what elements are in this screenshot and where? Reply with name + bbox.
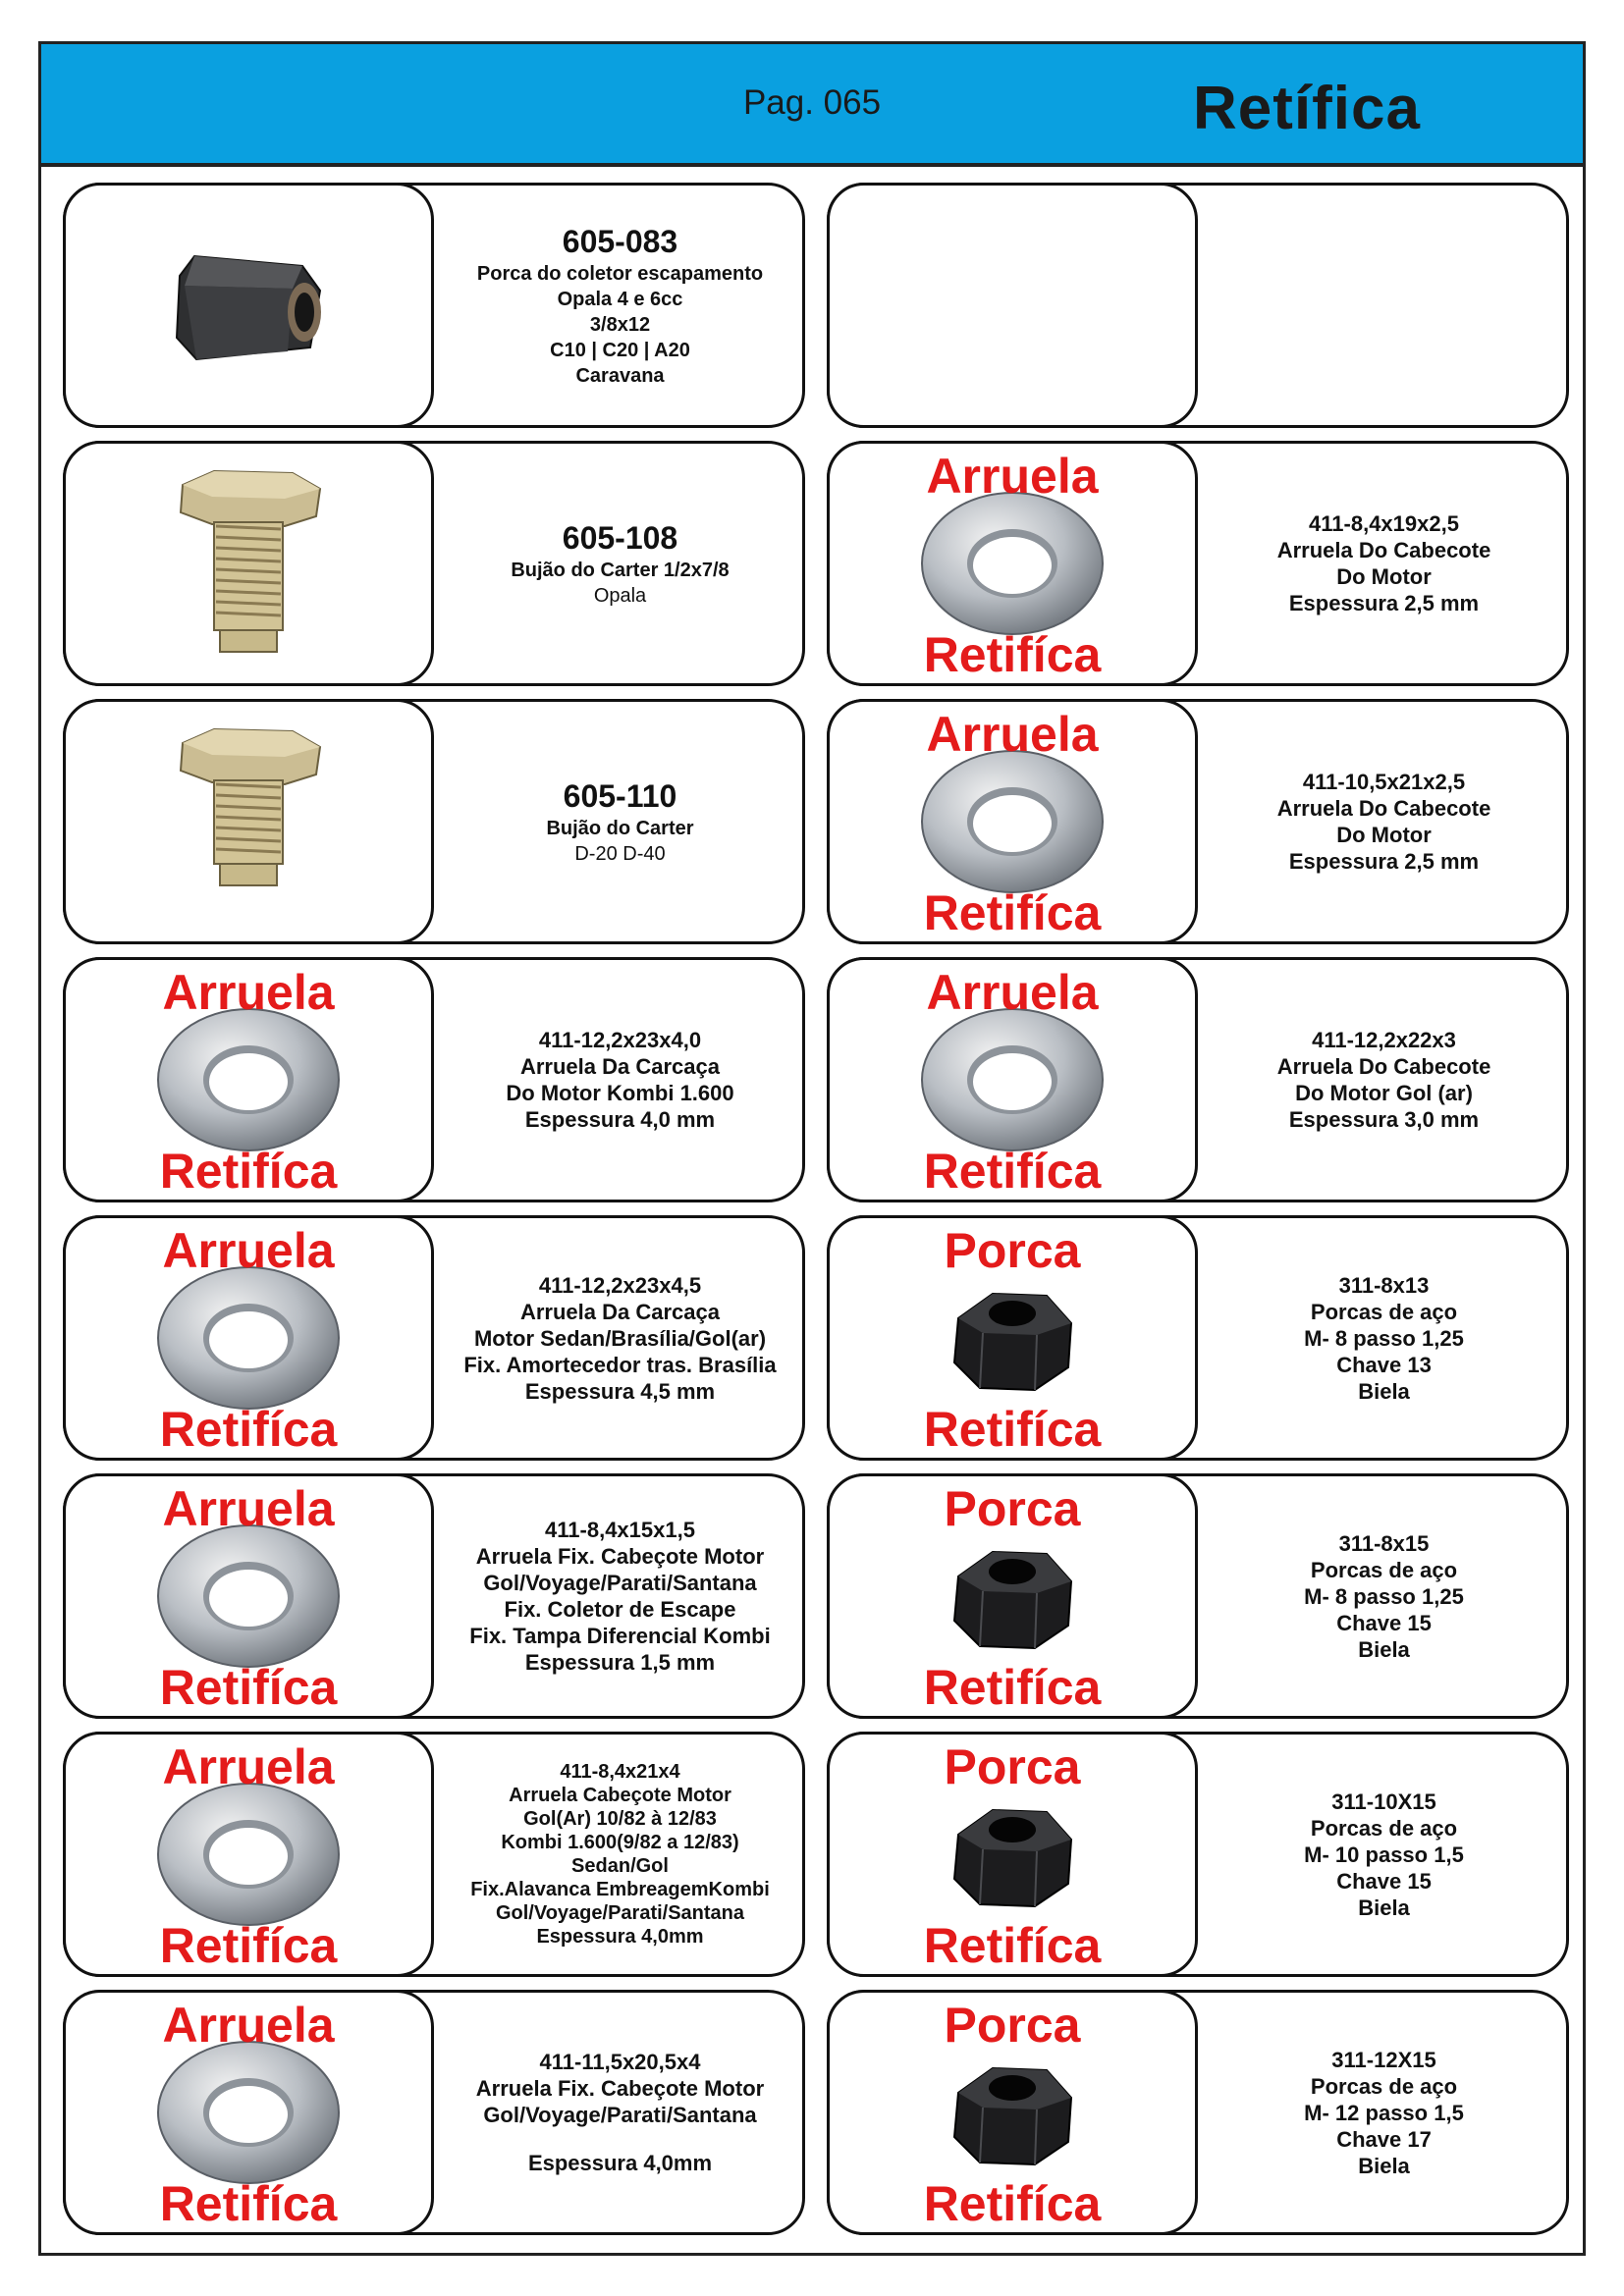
image-label-bottom: Retifíca xyxy=(923,2176,1102,2231)
product-card xyxy=(827,957,1569,1202)
product-card xyxy=(827,699,1569,944)
description-line: Do Motor Gol (ar) xyxy=(1295,1081,1473,1105)
description-line: M- 10 passo 1,5 xyxy=(1304,1842,1464,1867)
product-image-box xyxy=(63,183,434,428)
product-description xyxy=(435,444,805,683)
description-line: Chave 15 xyxy=(1336,1610,1432,1635)
product-code: 411-11,5x20,5x4 xyxy=(539,2050,701,2074)
product-image-box xyxy=(827,1990,1198,2235)
product-image-box xyxy=(63,441,434,686)
application-line: Opala xyxy=(593,585,647,607)
hex-nut-icon xyxy=(939,1790,1086,1923)
washer-icon xyxy=(150,1255,347,1426)
product-description xyxy=(435,702,805,941)
description-line: Gol/Voyage/Parati/Santana xyxy=(483,2103,757,2127)
product-card xyxy=(63,1732,805,1977)
product-image-box xyxy=(827,699,1198,944)
description-line: Biela xyxy=(1358,1378,1410,1404)
product-image-box xyxy=(827,183,1198,428)
product-code: 411-12,2x23x4,5 xyxy=(538,1272,702,1298)
description-line: Arruela Da Carcaça xyxy=(519,1054,720,1079)
product-image-box xyxy=(827,1473,1198,1719)
product-card xyxy=(827,1473,1569,1719)
coupling-nut-icon xyxy=(155,232,342,384)
description-line: Motor Sedan/Brasília/Gol(ar) xyxy=(473,1325,767,1351)
page-header xyxy=(38,41,1586,167)
product-image-box xyxy=(827,441,1198,686)
description-line: Chave 15 xyxy=(1336,1868,1432,1894)
product-card xyxy=(827,183,1569,428)
description-line: Sedan/Gol xyxy=(571,1855,669,1877)
washer-icon xyxy=(914,996,1110,1168)
description-line: Fix. Tampa Diferencial Kombi xyxy=(469,1624,771,1648)
product-code: 605-083 xyxy=(562,224,678,259)
product-image-box xyxy=(827,1215,1198,1461)
description-line: Espessura 4,5 mm xyxy=(524,1378,716,1404)
description-line: M- 12 passo 1,5 xyxy=(1304,2100,1464,2125)
description-line: Arruela Cabeçote Motor xyxy=(509,1785,731,1806)
image-label-bottom: Retifíca xyxy=(923,1402,1102,1457)
description-line: Espessura 2,5 mm xyxy=(1288,849,1480,874)
product-description xyxy=(435,960,805,1200)
product-code: 605-110 xyxy=(563,778,677,814)
description-line: Arruela Do Cabecote xyxy=(1276,1054,1491,1079)
description-line: Biela xyxy=(1358,1636,1410,1662)
product-card xyxy=(63,1473,805,1719)
description-line: Gol/Voyage/Parati/Santana xyxy=(495,1902,745,1924)
product-image-box xyxy=(63,1473,434,1719)
image-label-top: Arruela xyxy=(162,1998,335,2053)
hex-nut-icon xyxy=(939,2049,1086,2181)
product-image-box xyxy=(63,957,434,1202)
drain-plug-short-icon xyxy=(155,723,342,925)
product-image-box xyxy=(63,699,434,944)
page-number: Pag. 065 xyxy=(742,83,882,122)
image-label-bottom: Retifíca xyxy=(923,1144,1102,1199)
product-description xyxy=(1199,702,1569,941)
image-label-top: Arruela xyxy=(162,1739,335,1794)
product-description xyxy=(1199,960,1569,1200)
image-label-bottom: Retifíca xyxy=(159,1918,338,1973)
product-code: 411-8,4x19x2,5 xyxy=(1309,511,1459,536)
product-description xyxy=(1199,1218,1569,1458)
product-card xyxy=(827,1215,1569,1461)
product-description xyxy=(1199,1993,1569,2232)
product-card xyxy=(63,699,805,944)
product-description xyxy=(1199,444,1569,683)
description-line: Espessura 4,0mm xyxy=(527,2151,713,2175)
product-description xyxy=(1199,1735,1569,1974)
description-line: Gol(Ar) 10/82 à 12/83 xyxy=(523,1808,717,1830)
description-line: Espessura 4,0 mm xyxy=(524,1107,716,1132)
product-description xyxy=(435,186,805,425)
product-image-box xyxy=(63,1732,434,1977)
image-label-top: Arruela xyxy=(162,1481,335,1536)
image-label-bottom: Retifíca xyxy=(923,1660,1102,1715)
description-line: M- 8 passo 1,25 xyxy=(1304,1583,1464,1609)
product-code: 605-108 xyxy=(562,520,678,556)
description-line: Bujão do Carter 1/2x7/8 xyxy=(511,560,730,581)
description-line: Porcas de aço xyxy=(1310,1815,1458,1841)
description-line: Porcas de aço xyxy=(1310,1299,1458,1324)
washer-icon xyxy=(150,1513,347,1684)
description-line: Chave 17 xyxy=(1336,2126,1432,2152)
image-label-bottom: Retifíca xyxy=(159,1660,338,1715)
product-description xyxy=(435,1993,805,2232)
application-line: D-20 D-40 xyxy=(574,843,666,865)
description-line: Opala 4 e 6cc xyxy=(557,289,683,310)
description-line: Caravana xyxy=(575,365,665,387)
washer-icon xyxy=(150,996,347,1168)
description-line: Espessura 2,5 mm xyxy=(1288,591,1480,615)
product-card xyxy=(63,441,805,686)
product-code: 311-10X15 xyxy=(1331,1789,1436,1814)
product-card xyxy=(827,1990,1569,2235)
hex-nut-icon xyxy=(939,1532,1086,1665)
product-code: 311-8x13 xyxy=(1338,1272,1430,1298)
description-line: C10 | C20 | A20 xyxy=(550,340,690,361)
description-line: Do Motor Kombi 1.600 xyxy=(506,1081,734,1105)
hex-nut-icon xyxy=(939,1274,1086,1407)
image-label-top: Porca xyxy=(944,1223,1081,1278)
product-code: 411-8,4x15x1,5 xyxy=(545,1518,695,1542)
washer-icon xyxy=(914,738,1110,910)
description-line: Biela xyxy=(1358,2153,1410,2178)
image-label-bottom: Retifíca xyxy=(159,1402,338,1457)
product-code: 311-12X15 xyxy=(1331,2047,1436,2072)
description-line: Arruela Fix. Cabeçote Motor xyxy=(475,2076,765,2101)
washer-icon xyxy=(150,1771,347,1943)
description-line: Do Motor xyxy=(1336,823,1432,847)
description-line: Gol/Voyage/Parati/Santana xyxy=(483,1571,757,1595)
product-description xyxy=(1199,1476,1569,1716)
description-line: Biela xyxy=(1358,1895,1410,1920)
product-image-box xyxy=(827,957,1198,1202)
description-line: Arruela Do Cabecote xyxy=(1276,538,1491,562)
product-code: 411-12,2x22x3 xyxy=(1312,1028,1456,1052)
section-title: Retífica xyxy=(1193,75,1421,142)
image-label-bottom: Retifíca xyxy=(159,1144,338,1199)
product-image-box xyxy=(827,1732,1198,1977)
product-image-box xyxy=(63,1990,434,2235)
description-line: Arruela Fix. Cabeçote Motor xyxy=(475,1544,765,1569)
product-card xyxy=(63,1215,805,1461)
description-line: Fix. Amortecedor tras. Brasília xyxy=(463,1352,777,1377)
description-line: Arruela Da Carcaça xyxy=(519,1299,720,1324)
image-label-top: Porca xyxy=(944,1481,1081,1536)
image-label-top: Arruela xyxy=(926,449,1099,504)
washer-icon xyxy=(914,480,1110,652)
product-card xyxy=(63,183,805,428)
product-card xyxy=(827,441,1569,686)
product-card xyxy=(827,1732,1569,1977)
image-label-bottom: Retifíca xyxy=(923,885,1102,940)
product-description xyxy=(435,1218,805,1458)
description-line: Fix.Alavanca EmbreagemKombi xyxy=(470,1879,770,1900)
description-line: Porcas de aço xyxy=(1310,1557,1458,1582)
description-line: Espessura 4,0mm xyxy=(536,1926,704,1948)
description-line: Chave 13 xyxy=(1336,1352,1432,1377)
image-label-top: Arruela xyxy=(162,1223,335,1278)
product-image-box xyxy=(63,1215,434,1461)
description-line: Porcas de aço xyxy=(1310,2073,1458,2099)
product-card xyxy=(63,1990,805,2235)
product-code: 411-12,2x23x4,0 xyxy=(538,1028,702,1052)
description-line: 3/8x12 xyxy=(589,314,651,336)
image-label-top: Arruela xyxy=(926,707,1099,762)
description-line: M- 8 passo 1,25 xyxy=(1304,1325,1464,1351)
product-card xyxy=(63,957,805,1202)
description-line: Espessura 3,0 mm xyxy=(1288,1107,1480,1132)
description-line: Porca do coletor escapamento xyxy=(476,263,764,285)
description-line: Bujão do Carter xyxy=(546,818,694,839)
product-description xyxy=(435,1735,805,1974)
product-code: 311-8x15 xyxy=(1338,1530,1430,1556)
description-line: Do Motor xyxy=(1336,564,1432,589)
product-code: 411-10,5x21x2,5 xyxy=(1302,770,1466,794)
image-label-bottom: Retifíca xyxy=(923,627,1102,682)
washer-icon xyxy=(150,2029,347,2201)
description-line: Arruela Do Cabecote xyxy=(1276,796,1491,821)
image-label-top: Arruela xyxy=(162,965,335,1020)
description-line: Kombi 1.600(9/82 a 12/83) xyxy=(501,1832,739,1853)
drain-plug-long-icon xyxy=(155,465,342,667)
image-label-bottom: Retifíca xyxy=(923,1918,1102,1973)
description-line: Espessura 1,5 mm xyxy=(524,1650,716,1675)
product-description xyxy=(435,1476,805,1716)
image-label-bottom: Retifíca xyxy=(159,2176,338,2231)
image-label-top: Porca xyxy=(944,1739,1081,1794)
image-label-top: Porca xyxy=(944,1998,1081,2053)
product-code: 411-8,4x21x4 xyxy=(560,1761,680,1783)
description-line: Fix. Coletor de Escape xyxy=(504,1597,736,1622)
image-label-top: Arruela xyxy=(926,965,1099,1020)
